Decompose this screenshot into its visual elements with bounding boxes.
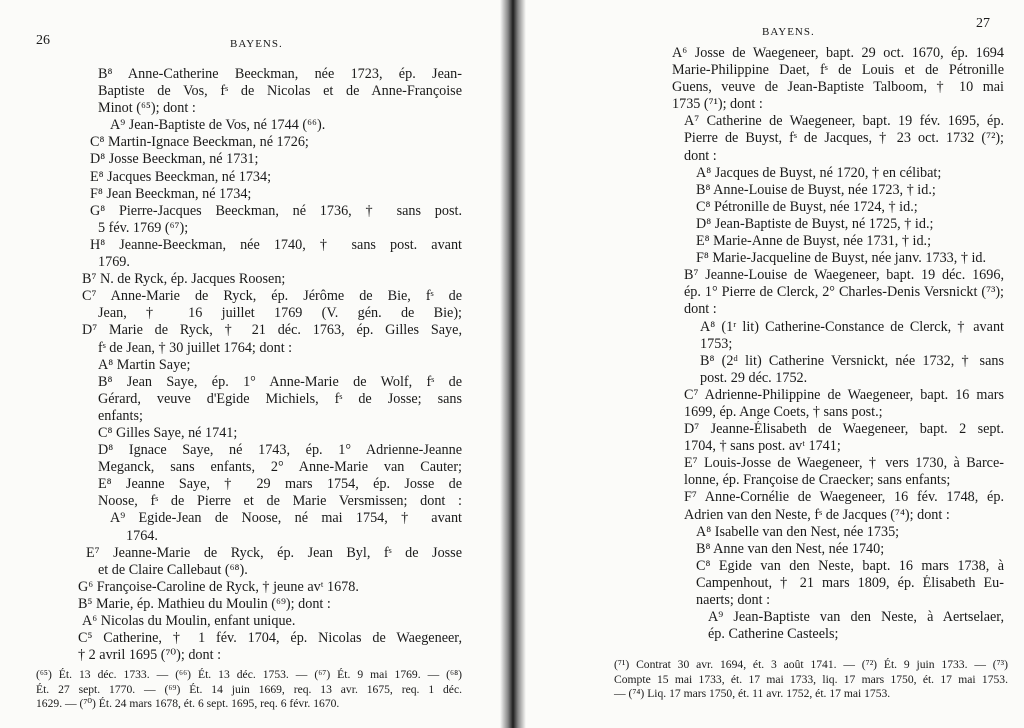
text-line: B⁸ Jean Saye, ép. 1° Anne-Marie de Wolf, fˢ de <box>98 373 462 390</box>
text-line: Guens, veuve de Jean-Baptiste Talboom, † 10 mai <box>672 79 1004 96</box>
text-line: A⁶ Josse de Waegeneer, bapt. 29 oct. 1670, ép. 1694 <box>672 45 1004 61</box>
text-line: F⁸ Jean Beeckman, né 1734; <box>90 185 252 202</box>
text-line: D⁸ Josse Beeckman, né 1731; <box>90 151 259 168</box>
footnote-line: — (⁷⁴) Liq. 17 mars 1750, ét. 11 avr. 1752, ét. 17 mai 1753. <box>614 687 891 701</box>
text-line: E⁸ Marie-Anne de Buyst, née 1731, † id.; <box>696 233 932 250</box>
text-line: 1699, ép. Ange Coets, † sans post.; <box>684 403 883 420</box>
text-line: et de Claire Callebaut (⁶⁸). <box>98 561 248 578</box>
text-line: A⁸ Isabelle van den Nest, née 1735; <box>696 523 900 540</box>
running-head: BAYENS. <box>230 38 283 50</box>
text-line: G⁸ Pierre-Jacques Beeckman, né 1736, † sans post. <box>90 202 462 219</box>
text-line: Jean, † 16 juillet 1769 (V. gén. de Bie); <box>98 305 462 322</box>
footnotes <box>614 658 1008 702</box>
text-line: ép. 1° Pierre de Clerck, 2° Charles-Denis Versnickt (⁷³); <box>684 284 1004 301</box>
text-line: C⁸ Egide van den Neste, bapt. 16 mars 1738, à <box>696 557 1004 574</box>
text-line: Meganck, sans enfants, 2° Anne-Marie van Cauter; <box>98 459 462 476</box>
text-line: 1769. <box>98 254 130 271</box>
text-line: dont : <box>684 147 717 164</box>
text-line: Noose, fˢ de Pierre et de Marie Versmissen; dont : <box>98 493 462 510</box>
text-block <box>78 66 462 664</box>
footnote-line: (⁶⁵) Ét. 13 déc. 1733. — (⁶⁶) Ét. 13 déc. 1753. — (⁶⁷) Ét. 9 mai 1769. — (⁶⁸) <box>36 668 462 681</box>
text-line: E⁸ Jeanne Saye, † 29 mars 1754, ép. Josse de <box>98 476 462 493</box>
footnote-line: Compte 15 mai 1733, ét. 17 mai 1733, liq. 17 mars 1750, ét. 17 mai 1753. <box>614 672 1008 686</box>
text-line: C⁷ Adrienne-Philippine de Waegeneer, bapt. 16 mars <box>684 386 1004 403</box>
page-number: 26 <box>36 33 50 48</box>
text-line: B⁸ Anne van den Nest, née 1740; <box>696 540 885 557</box>
text-line: F⁸ Marie-Jacqueline de Buyst, née janv. 1733, † id. <box>696 250 987 267</box>
text-line: enfants; <box>98 407 143 424</box>
text-line: E⁸ Jacques Beeckman, né 1734; <box>90 168 272 185</box>
text-line: † 2 avril 1695 (⁷⁰); dont : <box>78 647 222 664</box>
page-number: 27 <box>976 16 990 31</box>
text-line: C⁸ Gilles Saye, né 1741; <box>98 424 238 441</box>
text-line: H⁸ Jeanne-Beeckman, née 1740, † sans post. avant <box>90 236 462 253</box>
text-line: A⁹ Jean-Baptiste van den Neste, à Aertselaer, <box>708 609 1004 626</box>
text-line: Campenhout, † 21 mars 1809, ép. Élisabeth Eu- <box>696 574 1004 591</box>
text-line: lonne, ép. Françoise de Craecker; sans enfants; <box>684 472 951 489</box>
text-line: G⁶ Françoise-Caroline de Ryck, † jeune avᵗ 1678. <box>78 578 359 595</box>
book-gutter <box>500 0 526 728</box>
text-line: A⁹ Egide-Jean de Noose, né mai 1754, † avant <box>110 510 462 527</box>
right-page <box>518 0 1024 728</box>
text-line: B⁵ Marie, ép. Mathieu du Moulin (⁶⁹); dont : <box>78 595 331 612</box>
left-page <box>0 0 506 728</box>
text-line: ép. Catherine Casteels; <box>708 626 839 643</box>
text-line: 1735 (⁷¹); dont : <box>672 96 763 113</box>
text-line: Baptiste de Vos, fˢ de Nicolas et de Anne-Françoise <box>98 83 462 100</box>
text-block <box>652 45 1004 643</box>
text-line: 1753; <box>700 335 733 352</box>
text-line: Marie-Philippine Daet, fˢ de Louis et de Pétronille <box>672 62 1004 79</box>
text-line: D⁷ Marie de Ryck, † 21 déc. 1763, ép. Gilles Saye, <box>82 322 462 339</box>
footnote-line: 1629. — (⁷⁰) Ét. 24 mars 1678, ét. 6 sept. 1695, req. 6 févr. 1670. <box>36 697 340 711</box>
text-line: C⁷ Anne-Marie de Ryck, ép. Jérôme de Bie, fˢ de <box>82 288 462 305</box>
text-line: C⁵ Catherine, † 1 fév. 1704, ép. Nicolas de Waegeneer, <box>78 630 462 647</box>
text-line: Gérard, veuve d'Egide Michiels, fˢ de Josse; sans <box>98 390 462 407</box>
text-line: 1764. <box>126 527 158 544</box>
text-line: D⁸ Jean-Baptiste de Buyst, né 1725, † id.; <box>696 215 934 232</box>
text-line: A⁸ (1ʳ lit) Catherine-Constance de Clerck, † avant <box>700 318 1004 335</box>
text-line: B⁸ Anne-Louise de Buyst, née 1723, † id.; <box>696 181 936 198</box>
text-line: B⁸ (2ᵈ lit) Catherine Versnickt, née 1732, † sans <box>700 352 1004 369</box>
text-line: post. 29 déc. 1752. <box>700 369 808 386</box>
text-line: E⁷ Jeanne-Marie de Ryck, ép. Jean Byl, fˢ de Josse <box>86 544 462 561</box>
text-line: C⁸ Pétronille de Buyst, née 1724, † id.; <box>696 198 918 215</box>
text-line: Minot (⁶⁵); dont : <box>98 100 196 117</box>
text-line: 5 fév. 1769 (⁶⁷); <box>98 219 189 236</box>
text-line: F⁷ Anne-Cornélie de Waegeneer, 16 fév. 1748, ép. <box>684 489 1004 506</box>
text-line: Adrien van den Neste, fˢ de Jacques (⁷⁴); dont : <box>684 506 950 523</box>
text-line: 1704, † sans post. avᵗ 1741; <box>684 438 841 455</box>
footnote-line: (⁷¹) Contrat 30 avr. 1694, ét. 3 août 1741. — (⁷²) Ét. 9 juin 1733. — (⁷³) <box>614 658 1008 671</box>
text-line: A⁸ Martin Saye; <box>98 356 191 373</box>
footnotes <box>36 668 462 712</box>
text-line: D⁷ Jeanne-Élisabeth de Waegeneer, bapt. 2 sept. <box>684 421 1004 438</box>
text-line: naerts; dont : <box>696 592 771 608</box>
text-line: B⁸ Anne-Catherine Beeckman, née 1723, ép. Jean- <box>98 66 462 82</box>
text-line: A⁶ Nicolas du Moulin, enfant unique. <box>82 613 296 629</box>
text-line: B⁷ Jeanne-Louise de Waegeneer, bapt. 19 déc. 1696, <box>684 267 1004 284</box>
text-line: C⁸ Martin-Ignace Beeckman, né 1726; <box>90 134 309 151</box>
running-head: BAYENS. <box>762 26 815 38</box>
text-line: A⁷ Catherine de Waegeneer, bapt. 19 fév. 1695, ép. <box>684 113 1004 130</box>
text-line: A⁹ Jean-Baptiste de Vos, né 1744 (⁶⁶). <box>110 117 326 134</box>
text-line: E⁷ Louis-Josse de Waegeneer, † vers 1730, à Barce- <box>684 455 1004 472</box>
text-line: A⁸ Jacques de Buyst, né 1720, † en célibat; <box>696 164 942 181</box>
text-line: dont : <box>684 301 717 318</box>
text-line: Pierre de Buyst, fˢ de Jacques, † 23 oct. 1732 (⁷²); <box>684 130 1004 147</box>
text-line: B⁷ N. de Ryck, ép. Jacques Roosen; <box>82 271 286 288</box>
text-line: D⁸ Ignace Saye, né 1743, ép. 1° Adrienne-Jeanne <box>98 442 462 459</box>
footnote-line: Ét. 27 sept. 1770. — (⁶⁹) Ét. 14 juin 1669, req. 13 avr. 1675, req. 1 déc. <box>36 682 462 696</box>
text-line: fˢ de Jean, † 30 juillet 1764; dont : <box>98 339 293 356</box>
